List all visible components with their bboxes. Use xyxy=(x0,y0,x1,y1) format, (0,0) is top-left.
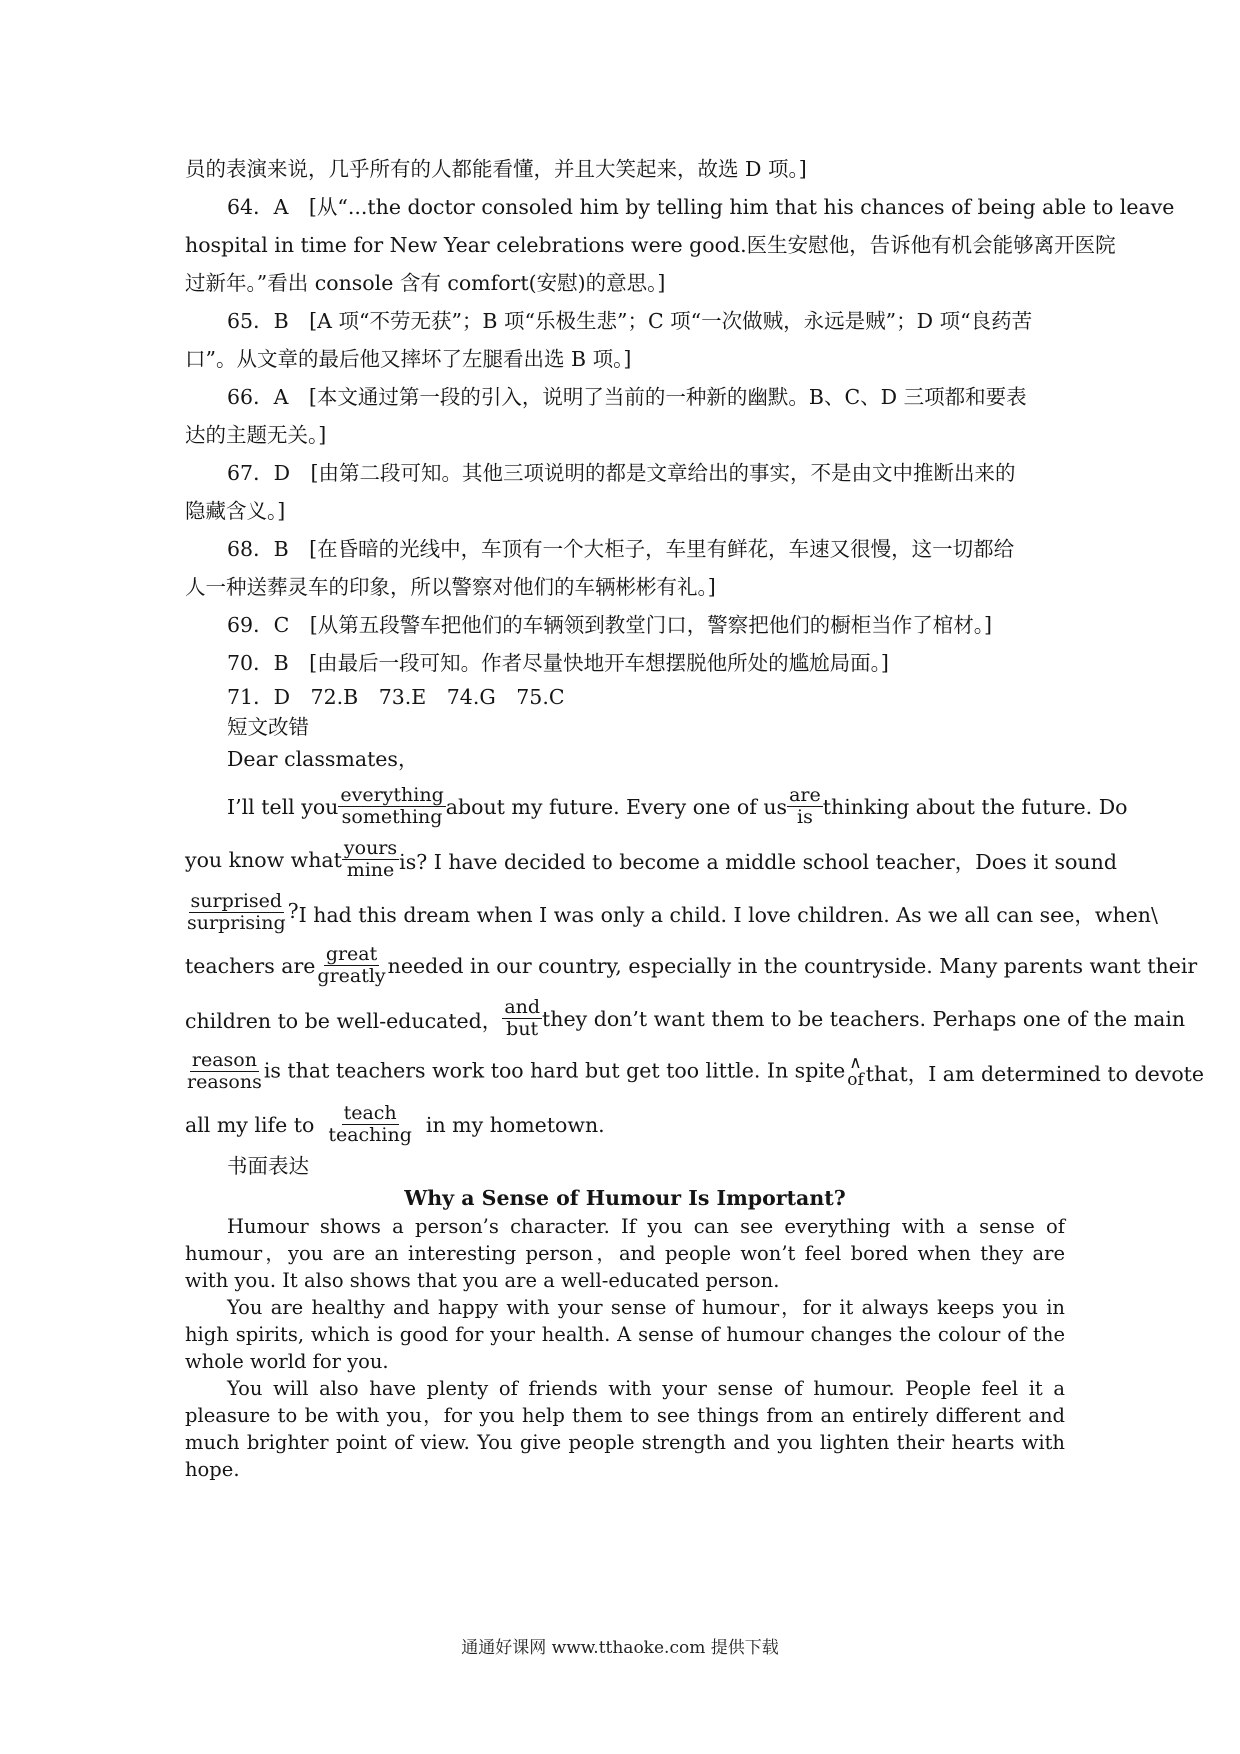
answer-67-line2: 隐藏含义。] xyxy=(185,499,286,523)
correction-line-6: $\frac{\text{reason}}{\text{reasons}}$ is that teachers work too hard but get too little. In spite ∧ of that，I am determined to devote xyxy=(187,1049,1205,1093)
section-heading-correction: 短文改错 xyxy=(227,715,309,739)
essay-body xyxy=(185,1213,1065,1483)
correction-reason: $\frac{\text{reason}}{\text{reasons}}$ xyxy=(187,1049,262,1093)
correction-line-2: you know what $\frac{\text{yours}}{\min e}$ is? I have decided to become a middle school teacher，Does it sound xyxy=(185,837,1117,881)
answer-65-line1: 65．B [A 项“不劳无获”；B 项“乐极生悲”；C 项“一次做贼，永远是贼”；D 项“良药苦 xyxy=(227,309,1033,333)
page-footer: 通通好课网 www.tthaoke.com 提供下载 xyxy=(461,1638,779,1658)
correction-surprised: $\frac{\text{surprised}}{\text{surprising}}$ xyxy=(187,890,286,934)
insertion-mark: ∧ of xyxy=(847,1052,864,1090)
correction-line-1: I’ll tell you $\frac{\text{everything}}{\text{something}}$ about my future. Every one of us $\frac{\text{are}}{is}$ thinking about the future. Do xyxy=(227,784,1128,828)
answer-69: 69．C [从第五段警车把他们的车辆领到教堂门口，警察把他们的橱柜当作了棺材。] xyxy=(227,613,993,637)
correction-line-3: $\frac{\text{surprised}}{\text{surprising}}$ ? I had this dream when I was only a child. I love children. As we all can see，when\ xyxy=(187,890,1158,934)
section-heading-writing: 书面表达 xyxy=(227,1154,309,1178)
answer-64-line2: hospital in time for New Year celebrations were good.医生安慰他，告诉他有机会能够离开医院 xyxy=(185,233,1116,257)
letter-greeting: Dear classmates， xyxy=(227,747,419,771)
answer-71-75: 71．D 72.B 73.E 74.G 75.C xyxy=(227,685,565,709)
correction-line-4: teachers are $\frac{\text{great}}{\text{greatly}}$ needed in our country, especially in the countryside. Many parents want their xyxy=(185,943,1198,987)
correction-and: $\frac{\text{and}}{\text{but}}$ xyxy=(504,996,541,1040)
answer-70: 70．B [由最后一段可知。作者尽量快地开车想摆脱他所处的尴尬局面。] xyxy=(227,651,889,675)
correction-line-7: all my life to $\frac{\text{teach}}{\text{teaching}}$ in my hometown. xyxy=(185,1102,605,1146)
correction-are: $\frac{\text{are}}{is}$ xyxy=(789,784,821,828)
answer-67-line1: 67．D [由第二段可知。其他三项说明的都是文章给出的事实，不是由文中推断出来的 xyxy=(227,461,1016,485)
correction-everything: $\frac{\text{everything}}{\text{something}}$ xyxy=(340,784,444,828)
essay-paragraph: Humour shows a person’s character. If you can see everything with a sense of humour，you are an interesting person，and people won’t feel bored when they are with you. It also shows that you are a well-educated person. xyxy=(185,1215,1065,1292)
essay-title: Why a Sense of Humour Is Important? xyxy=(404,1186,846,1210)
answer-64-line3: 过新年。”看出 console 含有 comfort(安慰)的意思。] xyxy=(185,271,666,295)
answer-continuation: 员的表演来说，几乎所有的人都能看懂，并且大笑起来，故选 D 项。] xyxy=(185,157,807,181)
correction-teach: $\frac{\text{teach}}{\text{teaching}}$ xyxy=(328,1102,412,1146)
answer-64-line1: 64．A [从“...the doctor consoled him by telling him that his chances of being able to leave xyxy=(227,195,1175,219)
answer-66-line1: 66．A [本文通过第一段的引入，说明了当前的一种新的幽默。B、C、D 三项都和要表 xyxy=(227,385,1027,409)
correction-line-5: children to be well-educated， $\frac{\text{and}}{\text{but}}$ they don’t want them to be teachers. Perhaps one of the main xyxy=(185,996,1186,1040)
document-page xyxy=(185,150,1205,1483)
answer-66-line2: 达的主题无关。] xyxy=(185,423,327,447)
essay-paragraph: You will also have plenty of friends with your sense of humour. People feel it a pleasure to be with you，for you help them to see things from an entirely different and much brighter point of view. You give people strength and you lighten their hearts with hope. xyxy=(185,1377,1065,1481)
answer-68-line2: 人一种送葬灵车的印象，所以警察对他们的车辆彬彬有礼。] xyxy=(185,575,716,599)
correction-great: $\frac{\text{great}}{\text{greatly}}$ xyxy=(317,943,386,987)
correction-yours: $\frac{\text{yours}}{\min e}$ xyxy=(343,837,398,881)
essay-paragraph: You are healthy and happy with your sense of humour，for it always keeps you in high spirits, which is good for your health. A sense of humour changes the colour of the whole world for you. xyxy=(185,1296,1065,1373)
answer-68-line1: 68．B [在昏暗的光线中，车顶有一个大柜子，车里有鲜花，车速又很慢，这一切都给 xyxy=(227,537,1015,561)
answer-65-line2: 口”。从文章的最后他又摔坏了左腿看出选 B 项。] xyxy=(185,347,632,371)
